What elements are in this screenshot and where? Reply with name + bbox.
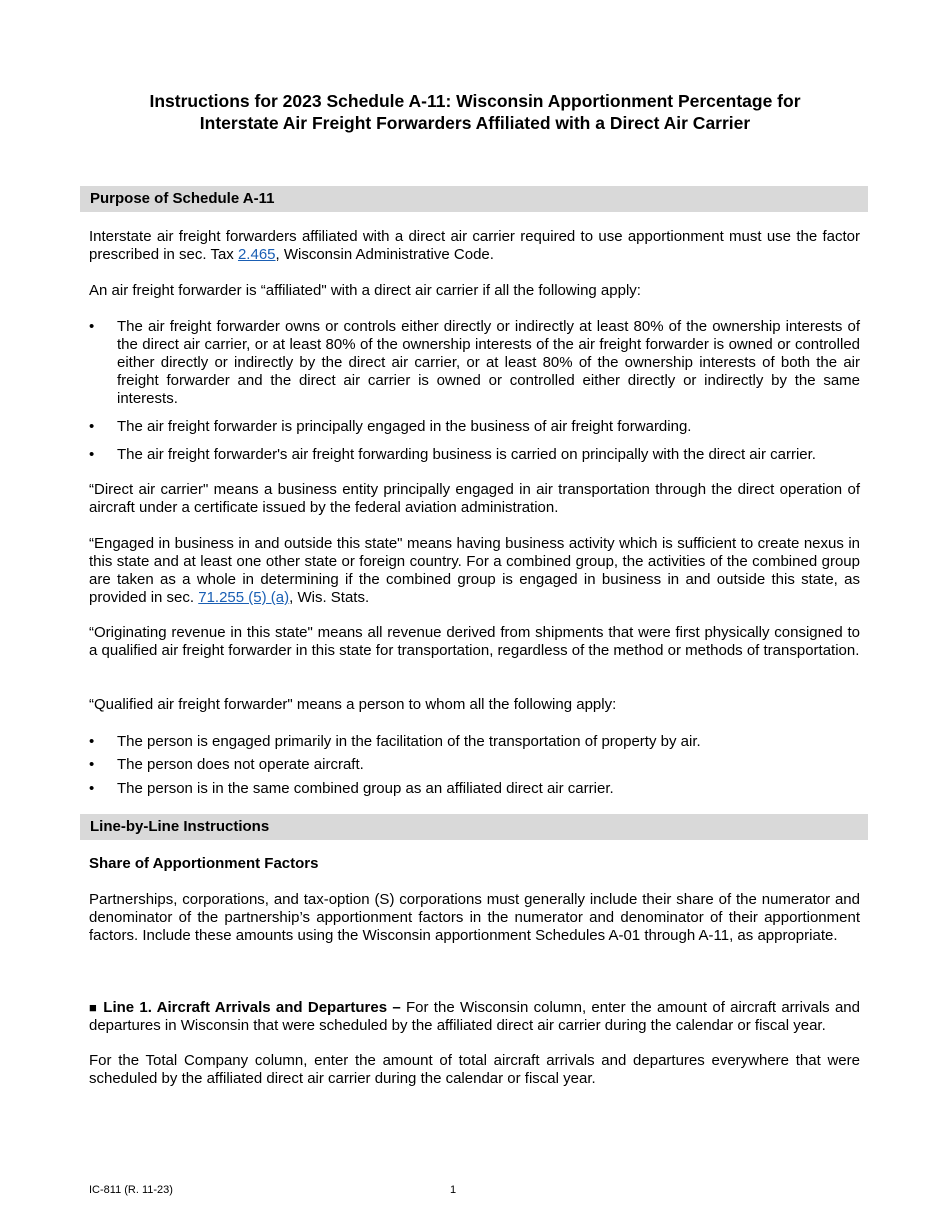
page-title	[80, 90, 870, 134]
bullet-icon: •	[89, 756, 95, 773]
square-bullet-icon: ■	[89, 1000, 98, 1015]
bullet-icon: •	[89, 733, 95, 750]
list-item: • The air freight forwarder's air freight forwarding business is carried on principally with the direct air carrier.	[89, 446, 816, 463]
line-1-total-company: For the Total Company column, enter the amount of total aircraft arrivals and departures everywhere that were scheduled by the affiliated direct air carrier during the calendar or fiscal year.	[89, 1052, 860, 1087]
direct-air-carrier-definition: “Direct air carrier" means a business entity principally engaged in air transportation through the direct operation of aircraft under a certificate issued by the federal aviation administration.	[89, 481, 860, 516]
share-heading: Share of Apportionment Factors	[89, 855, 319, 872]
title-line-2: Interstate Air Freight Forwarders Affiliated with a Direct Air Carrier	[199, 113, 751, 133]
stats-71-255-link[interactable]: 71.255 (5) (a)	[198, 589, 290, 606]
qualified-forwarder-intro: “Qualified air freight forwarder" means a person to whom all the following apply:	[89, 696, 617, 713]
line-1-label: Line 1. Aircraft Arrivals and Departures –	[103, 999, 401, 1016]
originating-revenue-definition: “Originating revenue in this state" means all revenue derived from shipments that were first physically consigned to a qualified air freight forwarder in this state for transportation, regardless of the method or methods of transportation.	[89, 624, 860, 659]
list-item: • The person is engaged primarily in the facilitation of the transportation of property by air.	[89, 733, 701, 750]
affiliated-intro: An air freight forwarder is “affiliated" with a direct air carrier if all the following apply:	[89, 282, 641, 299]
list-item: • The air freight forwarder is principally engaged in the business of air freight forwarding.	[89, 418, 692, 435]
section-header-line-by-line: Line-by-Line Instructions	[80, 814, 868, 840]
section-header-purpose: Purpose of Schedule A-11	[80, 186, 868, 212]
title-line-1: Instructions for 2023 Schedule A-11: Wisconsin Apportionment Percentage for	[149, 91, 801, 111]
bullet-icon: •	[89, 418, 95, 435]
bullet-icon: •	[89, 446, 95, 463]
list-item: • The air freight forwarder owns or controls either directly or indirectly at least 80% of the ownership interests of the direct air carrier, or at least 80% of the ownership interests of the air freight forwarder is owned or controlled either directly or indirectly by the direct air carrier, or at least 80% of the ownership interests of both the air freight forwarder and the direct air carrier is owned or controlled either directly or indirectly by the same interests.	[89, 318, 860, 407]
share-paragraph: Partnerships, corporations, and tax-option (S) corporations must generally include their share of the numerator and denominator of the partnership’s apportionment factors in the numerator and denominator of their apportionment factors. Include these amounts using the Wisconsin apportionment Schedules A-01 through A-11, as appropriate.	[89, 891, 860, 944]
engaged-in-business-definition: “Engaged in business in and outside this state" means having business activity which is sufficient to create nexus in this state and at least one other state or foreign country. For a combined group, the activities of the combined group are taken as a whole in determining if the combined group is engaged in business in and outside this state, as provided in sec. 71.255 (5) (a), Wis. Stats.	[89, 535, 860, 606]
bullet-icon: •	[89, 318, 95, 335]
list-item: • The person is in the same combined group as an affiliated direct air carrier.	[89, 780, 614, 797]
purpose-paragraph: Interstate air freight forwarders affiliated with a direct air carrier required to use apportionment must use the factor prescribed in sec. Tax 2.465, Wisconsin Administrative Code.	[89, 228, 860, 263]
line-1-instructions: ■ Line 1. Aircraft Arrivals and Departures – For the Wisconsin column, enter the amount of aircraft arrivals and departures in Wisconsin that were scheduled by the affiliated direct air carrier during the calendar or fiscal year.	[89, 999, 860, 1034]
tax-2-465-link[interactable]: 2.465	[237, 246, 276, 263]
page-number: 1	[450, 1184, 457, 1196]
bullet-icon: •	[89, 780, 95, 797]
list-item: • The person does not operate aircraft.	[89, 756, 364, 773]
form-id: IC-811 (R. 11-23)	[89, 1184, 173, 1196]
